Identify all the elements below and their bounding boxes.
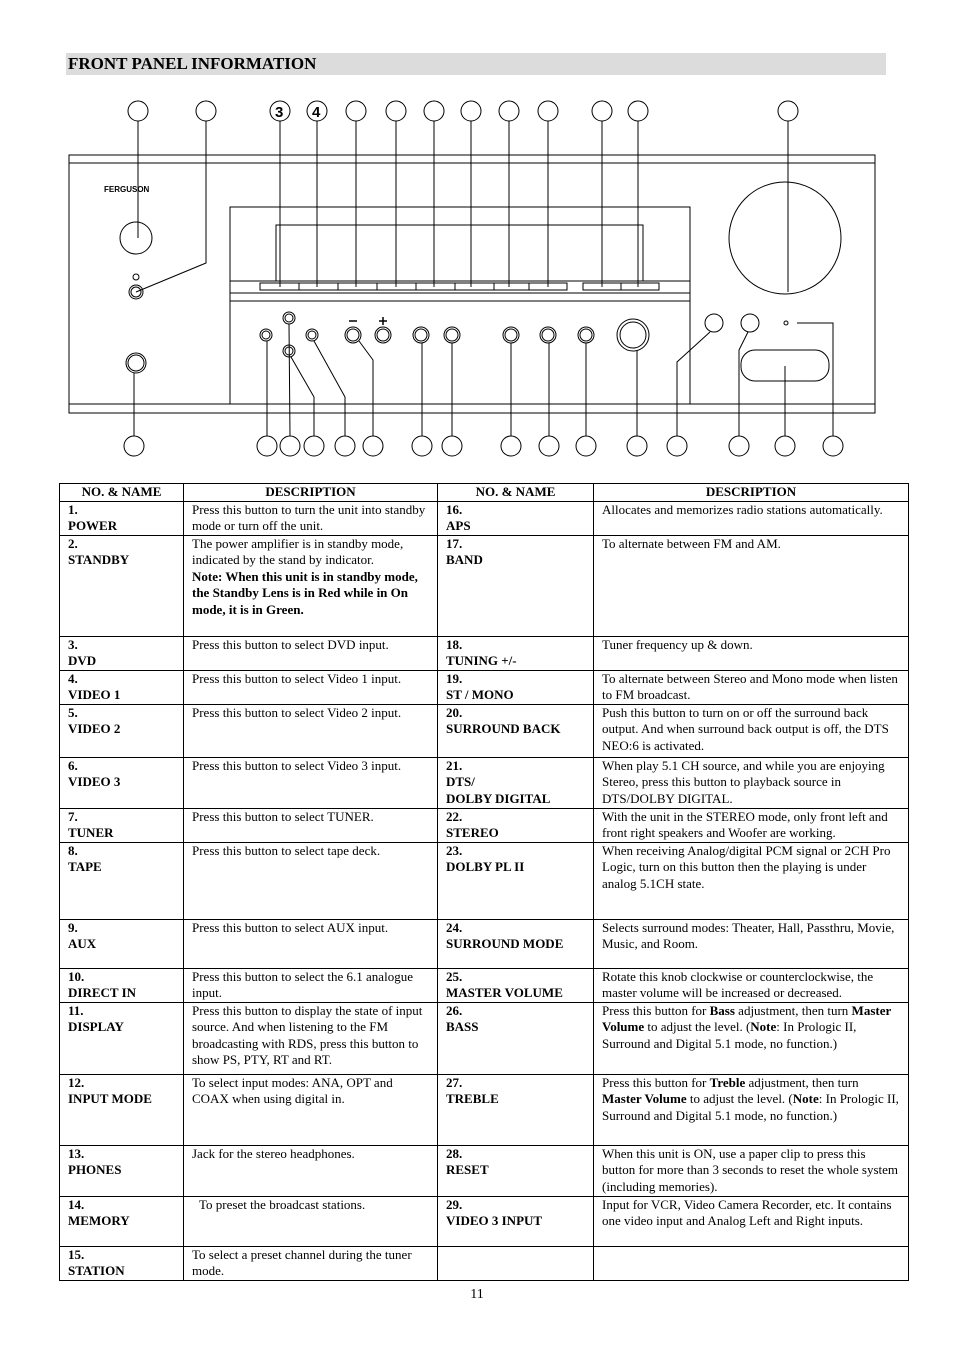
table-row: [60, 1145, 909, 1196]
item-name: DIRECT IN: [68, 985, 137, 1000]
item-name: INPUT MODE: [68, 1091, 152, 1106]
item-number: 12.: [68, 1074, 85, 1090]
item-description: To alternate between Stereo and Mono mode when listen to FM broadcast.: [594, 670, 909, 704]
item-description: [594, 1246, 909, 1280]
item-name: VIDEO 3 INPUT: [446, 1213, 543, 1228]
item-name: TUNER: [68, 825, 114, 840]
item-name: DOLBY PL II: [446, 859, 525, 874]
item-description: Press this button to select TUNER.: [184, 808, 438, 842]
text-run: adjustment, then turn: [734, 1002, 852, 1018]
item-number: 20.: [446, 704, 463, 720]
item-name: STANDBY: [68, 552, 130, 567]
item-description: When receiving Analog/digital PCM signal or 2CH Pro Logic, turn on this button then the playing is under analog 5.1CH state.: [594, 842, 909, 919]
display-panel: [230, 207, 690, 404]
text-run: to adjust the level. (: [644, 1019, 751, 1034]
item-number: 16.: [446, 501, 463, 517]
item-number: 21.: [446, 757, 463, 773]
item-number: 25.: [446, 968, 463, 984]
column-header: DESCRIPTION: [594, 484, 909, 502]
item-name: DTS/: [446, 774, 475, 789]
item-description: Press this button to select Video 2 input.: [184, 704, 438, 757]
item-description: [594, 1002, 909, 1074]
text-run: adjustment, then turn: [745, 1074, 859, 1090]
bold-run: Treble: [709, 1074, 746, 1090]
bottom-callouts: [124, 436, 843, 456]
text-run: : In Prologic II, Surround and Digital 5.1 mode, no function.): [602, 1091, 899, 1123]
item-description: Allocates and memorizes radio stations automatically.: [594, 501, 909, 535]
item-description: Press this button to select tape deck.: [184, 842, 438, 919]
item-name: PHONES: [68, 1162, 122, 1177]
item-number: 17.: [446, 535, 463, 551]
item-name: SURROUND BACK: [446, 721, 561, 736]
item-number: 22.: [446, 808, 463, 824]
item-number: 6.: [68, 757, 78, 773]
item-number: 10.: [68, 968, 85, 984]
text-run: : In Prologic II, Surround and Digital 5.1 mode, no function.): [602, 1019, 857, 1051]
item-description: Press this button to turn the unit into standby mode or turn off the unit.: [184, 501, 438, 535]
master-volume-knob: [729, 182, 841, 294]
item-name: SURROUND MODE: [446, 936, 564, 951]
bold-run: Master Volume: [602, 1091, 687, 1106]
item-number: 24.: [446, 919, 463, 935]
callout-4-label: 4: [312, 104, 321, 121]
item-number: 26.: [446, 1002, 463, 1018]
page-title: FRONT PANEL INFORMATION: [68, 54, 317, 73]
item-description: To preset the broadcast stations.: [184, 1196, 438, 1246]
item-name: VIDEO 1: [68, 687, 121, 702]
item-description: Push this button to turn on or off the surround back output. And when surround back output is off, the DTS NEO:6 is activated.: [594, 704, 909, 757]
table-row: [60, 1074, 909, 1145]
table-row: [60, 535, 909, 636]
item-description: Press this button to select Video 3 input.: [184, 757, 438, 808]
display-window: [276, 225, 643, 281]
brand-logo: FERGUSON: [104, 185, 150, 194]
item-description: Press this button to select AUX input.: [184, 919, 438, 968]
item-description: To select input modes: ANA, OPT and COAX when using digital in.: [184, 1074, 438, 1145]
item-number: 11.: [68, 1002, 84, 1018]
item-name: DOLBY DIGITAL: [446, 790, 551, 806]
item-description: When this unit is ON, use a paper clip to press this button for more than 3 seconds to reset the whole system (including memories).: [594, 1145, 909, 1196]
item-name: MASTER VOLUME: [446, 985, 563, 1000]
item-description: When play 5.1 CH source, and while you are enjoying Stereo, press this button to playback source in DTS/DOLBY DIGITAL.: [594, 757, 909, 808]
item-number: 15.: [68, 1246, 85, 1262]
item-description: Selects surround modes: Theater, Hall, Passthru, Movie, Music, and Room.: [594, 919, 909, 968]
bold-run: Bass: [709, 1002, 735, 1018]
item-name: POWER: [68, 518, 118, 533]
bottom-leader-lines: [134, 323, 833, 436]
item-name: RESET: [446, 1162, 489, 1177]
table-row: [60, 501, 909, 535]
standby-note: Note: When this unit is in standby mode, the Standby Lens is in Red while in On mode, it is in Green.: [192, 568, 418, 617]
item-description: Jack for the stereo headphones.: [184, 1145, 438, 1196]
lower-controls: [260, 312, 829, 381]
column-header: NO. & NAME: [438, 484, 594, 502]
table-row: [60, 919, 909, 968]
bold-run: Master Volume: [602, 1002, 892, 1034]
power-button-shape: [126, 353, 146, 373]
table-row: [60, 757, 909, 808]
text-run: to adjust the level. (: [686, 1091, 793, 1106]
item-name: AUX: [68, 936, 97, 951]
item-description: Press this button to select DVD input.: [184, 636, 438, 670]
table-row: [60, 1002, 909, 1074]
item-description: Press this button to select Video 1 input.: [184, 670, 438, 704]
item-number: 27.: [446, 1074, 463, 1090]
item-name: VIDEO 2: [68, 721, 121, 736]
item-name: DVD: [68, 653, 97, 668]
top-callouts: [128, 101, 798, 121]
table-row: [60, 842, 909, 919]
function-table: [59, 483, 909, 1281]
display-button-strip: [260, 283, 659, 290]
item-name: APS: [446, 518, 471, 533]
front-panel-diagram: [0, 0, 954, 470]
bold-run: Note: [792, 1091, 819, 1106]
item-description: [594, 1074, 909, 1145]
item-description: The power amplifier is in standby mode, indicated by the stand by indicator.: [192, 535, 404, 567]
item-name: ST / MONO: [446, 687, 514, 702]
item-number: 9.: [68, 919, 78, 935]
item-number: 23.: [446, 842, 463, 858]
item-number: 18.: [446, 636, 463, 652]
item-number: 2.: [68, 535, 78, 551]
item-name: BASS: [446, 1019, 479, 1034]
item-name: TREBLE: [446, 1091, 499, 1106]
item-description: Rotate this knob clockwise or counterclockwise, the master volume will be increased or decreased.: [594, 968, 909, 1002]
item-name: TUNING +/-: [446, 653, 517, 668]
table-row: [60, 968, 909, 1002]
item-name: MEMORY: [68, 1213, 130, 1228]
item-description: Input for VCR, Video Camera Recorder, etc. It contains one video input and Analog Left and Right inputs.: [594, 1196, 909, 1246]
table-row: [60, 1196, 909, 1246]
item-name: STEREO: [446, 825, 499, 840]
table-row: [60, 1246, 909, 1280]
item-number: 14.: [68, 1196, 85, 1212]
item-name: STATION: [68, 1263, 125, 1278]
item-number: 7.: [68, 808, 78, 824]
standby-indicator: [133, 274, 139, 280]
item-number: 29.: [446, 1196, 463, 1212]
table-row: [60, 636, 909, 670]
table-row: [60, 808, 909, 842]
item-number: 4.: [68, 670, 78, 686]
item-description: To alternate between FM and AM.: [594, 535, 909, 636]
item-number: 19.: [446, 670, 463, 686]
table-row: [60, 704, 909, 757]
receiver-outline: [69, 155, 875, 413]
item-number: 28.: [446, 1145, 463, 1161]
item-number: 13.: [68, 1145, 85, 1161]
power-knob: [120, 222, 152, 254]
item-name: DISPLAY: [68, 1019, 124, 1034]
item-description: Tuner frequency up & down.: [594, 636, 909, 670]
item-number: 1.: [68, 501, 78, 517]
callout-3-label: 3: [275, 104, 284, 121]
item-name: VIDEO 3: [68, 774, 121, 789]
bold-run: Note: [750, 1019, 777, 1034]
column-header: DESCRIPTION: [184, 484, 438, 502]
table-row: [60, 670, 909, 704]
text-run: Press this button for: [602, 1074, 710, 1090]
item-number: 5.: [68, 704, 78, 720]
text-run: Press this button for: [602, 1002, 710, 1018]
table-header-row: [60, 484, 909, 502]
item-description: With the unit in the STEREO mode, only front left and front right speakers and Woofer are working.: [594, 808, 909, 842]
item-name: TAPE: [68, 859, 102, 874]
item-number: 3.: [68, 636, 78, 652]
item-description: Press this button to display the state of input source. And when listening to the FM broadcasting with RDS, press this button to show PS, PTY, RT and RT.: [184, 1002, 438, 1074]
item-description: To select a preset channel during the tuner mode.: [184, 1246, 438, 1280]
column-header: NO. & NAME: [60, 484, 184, 502]
item-number: 8.: [68, 842, 78, 858]
item-description: Press this button to select the 6.1 analogue input.: [184, 968, 438, 1002]
item-name: BAND: [446, 552, 483, 567]
page-number: 11: [470, 1287, 484, 1302]
